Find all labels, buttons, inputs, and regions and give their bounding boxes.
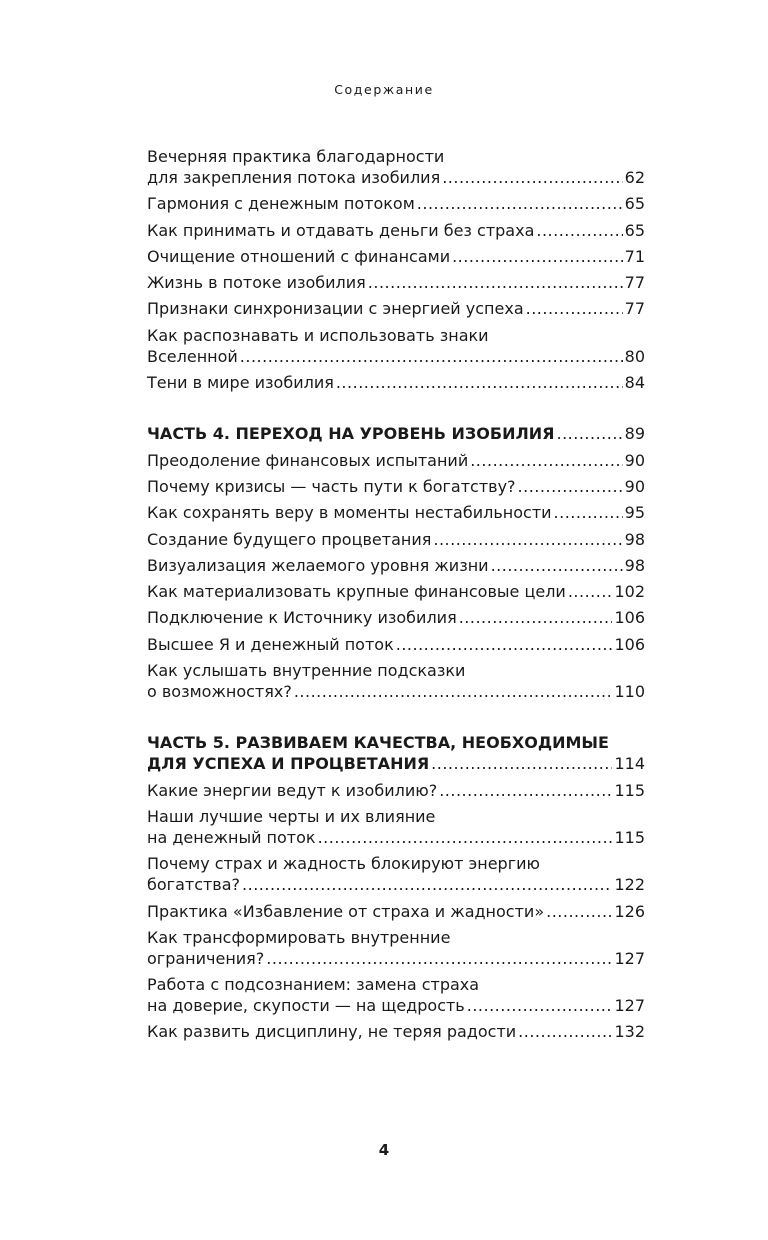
toc-page-number: 115 [614, 780, 645, 800]
dot-leader [467, 995, 613, 1016]
toc-entry-title: Наши лучшие черты и их влияние [147, 806, 436, 826]
toc-page-number: 84 [624, 373, 645, 393]
toc-page-number: 65 [624, 194, 645, 214]
dot-leader [546, 901, 612, 922]
toc-entry-title: для закрепления потока изобилия [147, 168, 441, 187]
toc-entry-title: Как распознавать и использовать знаки [147, 325, 489, 345]
dot-leader [526, 298, 623, 319]
dot-leader [240, 346, 623, 367]
toc-entry-title: Высшее Я и денежный поток [147, 634, 394, 654]
toc-page-number: 98 [624, 529, 645, 549]
dot-leader [536, 220, 622, 241]
dot-leader [417, 193, 623, 214]
toc-entry-title: Как принимать и отдавать деньги без страха [147, 220, 535, 240]
toc-entry-title: Какие энергии ведут к изобилию? [147, 780, 438, 800]
dot-leader [518, 476, 623, 497]
toc-entry-title: Создание будущего процветания [147, 529, 432, 549]
toc-entry [147, 502, 645, 523]
toc-entry [147, 806, 645, 848]
toc-page-number: 110 [614, 682, 645, 702]
toc-entry-title: Жизнь в потоке изобилия [147, 273, 366, 293]
dot-leader [491, 555, 623, 576]
toc-entry-title: ЧАСТЬ 5. РАЗВИВАЕМ КАЧЕСТВА, НЕОБХОДИМЫЕ [147, 733, 609, 753]
toc-page-number: 126 [614, 901, 645, 921]
dot-leader [459, 607, 613, 628]
toc-entry [147, 634, 645, 655]
toc-page-number: 102 [614, 582, 645, 602]
dot-leader [294, 681, 613, 702]
toc-entry-title: о возможностях? [147, 682, 292, 702]
toc-entry [147, 325, 645, 367]
toc-part-heading [147, 423, 645, 444]
toc-page-number: 115 [614, 827, 645, 847]
dot-leader [318, 827, 613, 848]
toc-entry-title: Практика «Избавление от страха и жадности» [147, 901, 545, 921]
toc-entry-title: Вселенной [147, 346, 238, 366]
toc-page-number: 98 [624, 555, 645, 575]
toc-page-number: 106 [614, 608, 645, 628]
toc-entry-title: Как услышать внутренние подсказки [147, 661, 466, 681]
toc-entry [147, 272, 645, 293]
toc-entry-title: Как материализовать крупные финансовые цели [147, 582, 566, 602]
toc-entry-title: ограничения? [147, 948, 265, 968]
dot-leader [242, 874, 612, 895]
dot-leader [556, 423, 622, 444]
toc-entry [147, 1021, 645, 1042]
toc-entry [147, 529, 645, 550]
toc-entry [147, 901, 645, 922]
section-gap [147, 707, 645, 732]
toc-entry-title: Гармония с денежным потоком [147, 194, 415, 214]
toc-entry [147, 581, 645, 602]
toc-page-number: 122 [614, 875, 645, 895]
dot-leader [396, 634, 613, 655]
dot-leader [518, 1021, 612, 1042]
toc-entry-title: Как трансформировать внутренние [147, 927, 451, 947]
toc-entry-title: Очищение отношений с финансами [147, 246, 451, 266]
toc-page-number: 77 [624, 273, 645, 293]
toc-page-number: 71 [624, 246, 645, 266]
toc-entry-title: Вечерняя практика благодарности [147, 147, 445, 166]
toc-entry [147, 220, 645, 241]
toc-entry [147, 246, 645, 267]
toc-entry [147, 193, 645, 214]
toc-page-number: 90 [624, 450, 645, 470]
dot-leader [431, 753, 612, 774]
toc-entry-title: богатства? [147, 875, 241, 895]
toc-page-number: 90 [624, 476, 645, 496]
toc-entry [147, 372, 645, 393]
toc-entry-title: ЧАСТЬ 4. ПЕРЕХОД НА УРОВЕНЬ ИЗОБИЛИЯ [147, 424, 555, 444]
toc-entry-title: Визуализация желаемого уровня жизни [147, 555, 489, 575]
dot-leader [433, 529, 622, 550]
dot-leader [442, 167, 622, 188]
page-number: 4 [378, 1141, 390, 1159]
toc-entry-title: Почему кризисы — часть пути к богатству? [147, 476, 516, 496]
toc-page-number: 89 [624, 424, 645, 444]
section-gap [147, 398, 645, 423]
toc-entry [147, 853, 645, 895]
dot-leader [439, 780, 612, 801]
toc-page-number: 114 [614, 754, 645, 774]
toc-page-number: 62 [624, 168, 645, 187]
dot-leader [470, 450, 622, 471]
dot-leader [368, 272, 623, 293]
toc-page-number: 65 [624, 220, 645, 240]
toc-page-number: 127 [614, 948, 645, 968]
toc-entry [147, 555, 645, 576]
toc-entry [147, 476, 645, 497]
toc-page-number: 106 [614, 634, 645, 654]
dot-leader [336, 372, 623, 393]
dot-leader [266, 948, 612, 969]
toc-entry-title: Признаки синхронизации с энергией успеха [147, 299, 524, 319]
toc-entry-title: Как развить дисциплину, не теряя радости [147, 1022, 517, 1042]
toc-entry-title: ДЛЯ УСПЕХА И ПРОЦВЕТАНИЯ [147, 754, 430, 774]
toc-entry [147, 607, 645, 628]
toc-entry-title: Как сохранять веру в моменты нестабильности [147, 503, 552, 523]
toc-entry-title: на доверие, скупости — на щедрость [147, 996, 465, 1016]
toc-entry [147, 780, 645, 801]
toc-page-number: 95 [624, 503, 645, 523]
toc-entry [147, 974, 645, 1016]
toc-entry-title: Преодоление финансовых испытаний [147, 450, 469, 470]
running-header: Содержание [334, 82, 434, 97]
toc-entry [147, 298, 645, 319]
toc-entry [147, 927, 645, 969]
toc-entry-title: Почему страх и жадность блокируют энергию [147, 854, 540, 874]
toc-part-heading [147, 732, 645, 774]
toc-entry-title: Тени в мире изобилия [147, 373, 334, 393]
toc-entry [147, 660, 645, 702]
dot-leader [452, 246, 623, 267]
toc-entry [147, 450, 645, 471]
toc-page-number: 77 [624, 299, 645, 319]
toc-entry-title: Подключение к Источнику изобилия [147, 608, 457, 628]
dot-leader [554, 502, 623, 523]
toc-page-number: 132 [614, 1022, 645, 1042]
toc-entry-title: на денежный поток [147, 827, 316, 847]
toc-entry [147, 146, 645, 188]
table-of-contents [147, 146, 645, 1048]
toc-page-number: 80 [624, 346, 645, 366]
dot-leader [568, 581, 613, 602]
toc-entry-title: Работа с подсознанием: замена страха [147, 975, 480, 995]
toc-page-number: 127 [614, 996, 645, 1016]
